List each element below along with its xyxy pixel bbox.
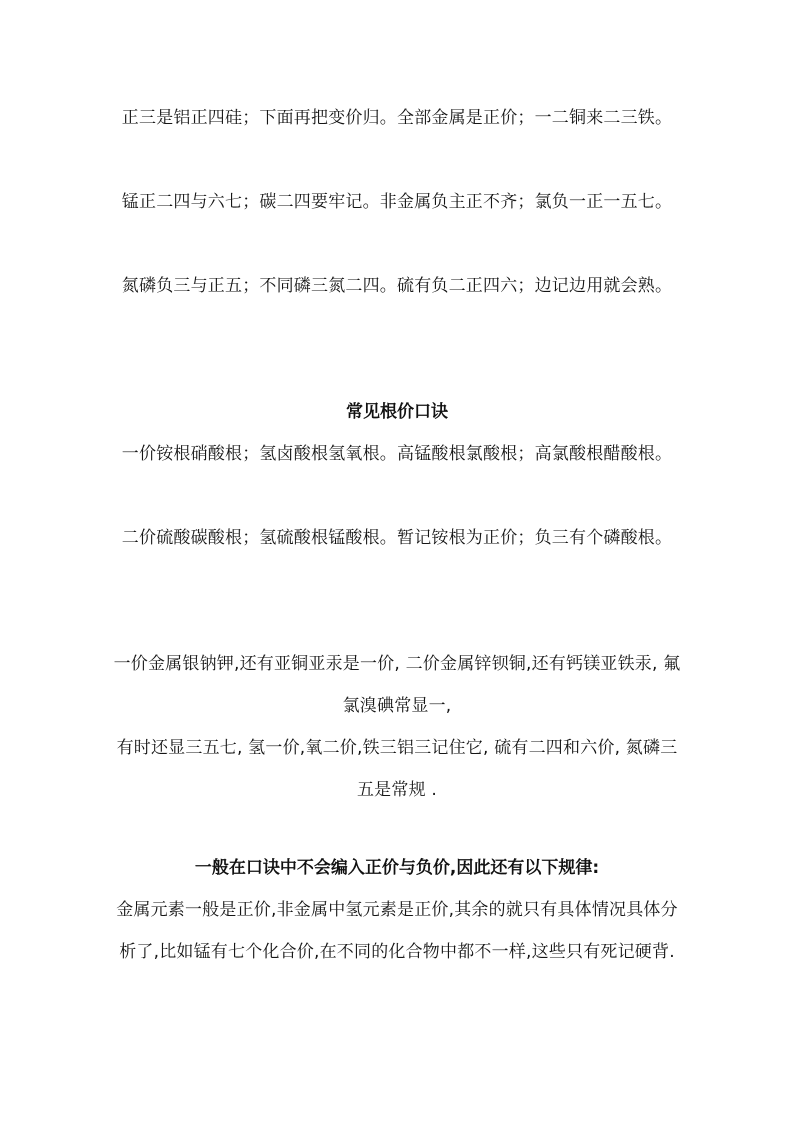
radical-line-1: 一价铵根硝酸根；氢卤酸根氢氧根。高锰酸根氯酸根；高氯酸根醋酸根。: [121, 444, 673, 464]
valence-line-2: 有时还显三五七, 氢一价,氧二价,铁三铝三记住它, 硫有二四和六价, 氮磷三五是常规 .: [116, 738, 678, 800]
valence-line-1: 一价金属银钠钾,还有亚铜亚汞是一价, 二价金属锌钡铜,还有钙镁亚铁汞, 氟氯溴碘常显一,: [113, 654, 681, 716]
section-heading-radicals: 常见根价口诀: [346, 402, 448, 422]
rules-paragraph: 金属元素一般是正价,非金属中氢元素是正价,其余的就只有具体情况具体分析了,比如锰有七个化合价,在不同的化合物中都不一样,这些只有死记硬背.: [116, 900, 678, 962]
mnemonic-line-2: 锰正二四与六七；碳二四要牢记。非金属负主正不齐；氯负一正一五七。: [121, 192, 673, 212]
mnemonic-line-3: 氮磷负三与正五；不同磷三氮二四。硫有负二正四六；边记边用就会熟。: [121, 276, 673, 296]
radical-line-2: 二价硫酸碳酸根；氢硫酸根锰酸根。暂记铵根为正价；负三有个磷酸根。: [121, 528, 673, 548]
section-heading-rules: 一般在口诀中不会编入正价与负价,因此还有以下规律:: [194, 858, 600, 878]
mnemonic-line-1: 正三是铝正四硅；下面再把变价归。全部金属是正价；一二铜来二三铁。: [121, 108, 673, 128]
